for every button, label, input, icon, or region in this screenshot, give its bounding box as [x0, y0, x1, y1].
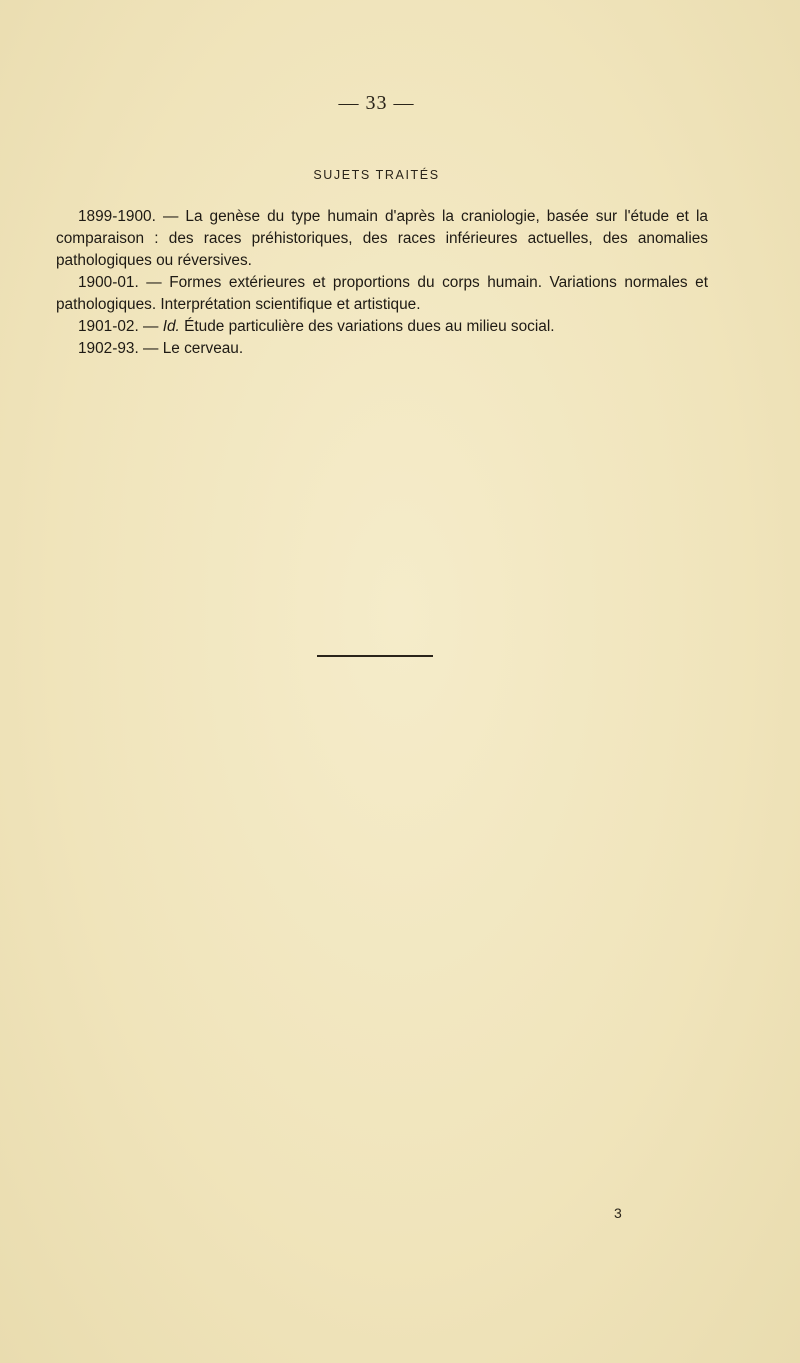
entry-dash: — [138, 318, 163, 335]
entry-text: La genèse du type humain d'après la craniologie, basée sur l'étude et la comparaison : des races préhistoriques, des races inférieures actuelles, des anomalies pathologiques ou réversives. [56, 208, 708, 269]
entry-1902-93 [56, 338, 708, 360]
entry-1899-1900 [56, 206, 708, 272]
entry-text: Formes extérieures et proportions du corps humain. Variations normales et pathologiques. Interprétation scientifique et artistique. [56, 274, 708, 313]
entry-dash: — [138, 340, 163, 357]
entries-list [56, 206, 708, 360]
entry-dash: — [155, 208, 186, 225]
entry-year: 1899-1900. [78, 208, 156, 225]
entry-year: 1902-93. [78, 340, 139, 357]
page-number: — 33 — [338, 92, 415, 114]
entry-idem: Id. [162, 318, 180, 335]
entry-1901-02 [56, 316, 708, 338]
entry-1900-01 [56, 272, 708, 316]
entry-dash: — [138, 274, 170, 291]
section-divider [317, 655, 433, 657]
entry-year: 1901-02. [78, 318, 139, 335]
entry-year: 1900-01. [78, 274, 139, 291]
section-title: SUJETS TRAITÉS [313, 168, 440, 182]
signature-number: 3 [614, 1205, 622, 1221]
entry-text: Étude particulière des variations dues au milieu social. [179, 318, 555, 335]
entry-text: Le cerveau. [162, 340, 244, 357]
